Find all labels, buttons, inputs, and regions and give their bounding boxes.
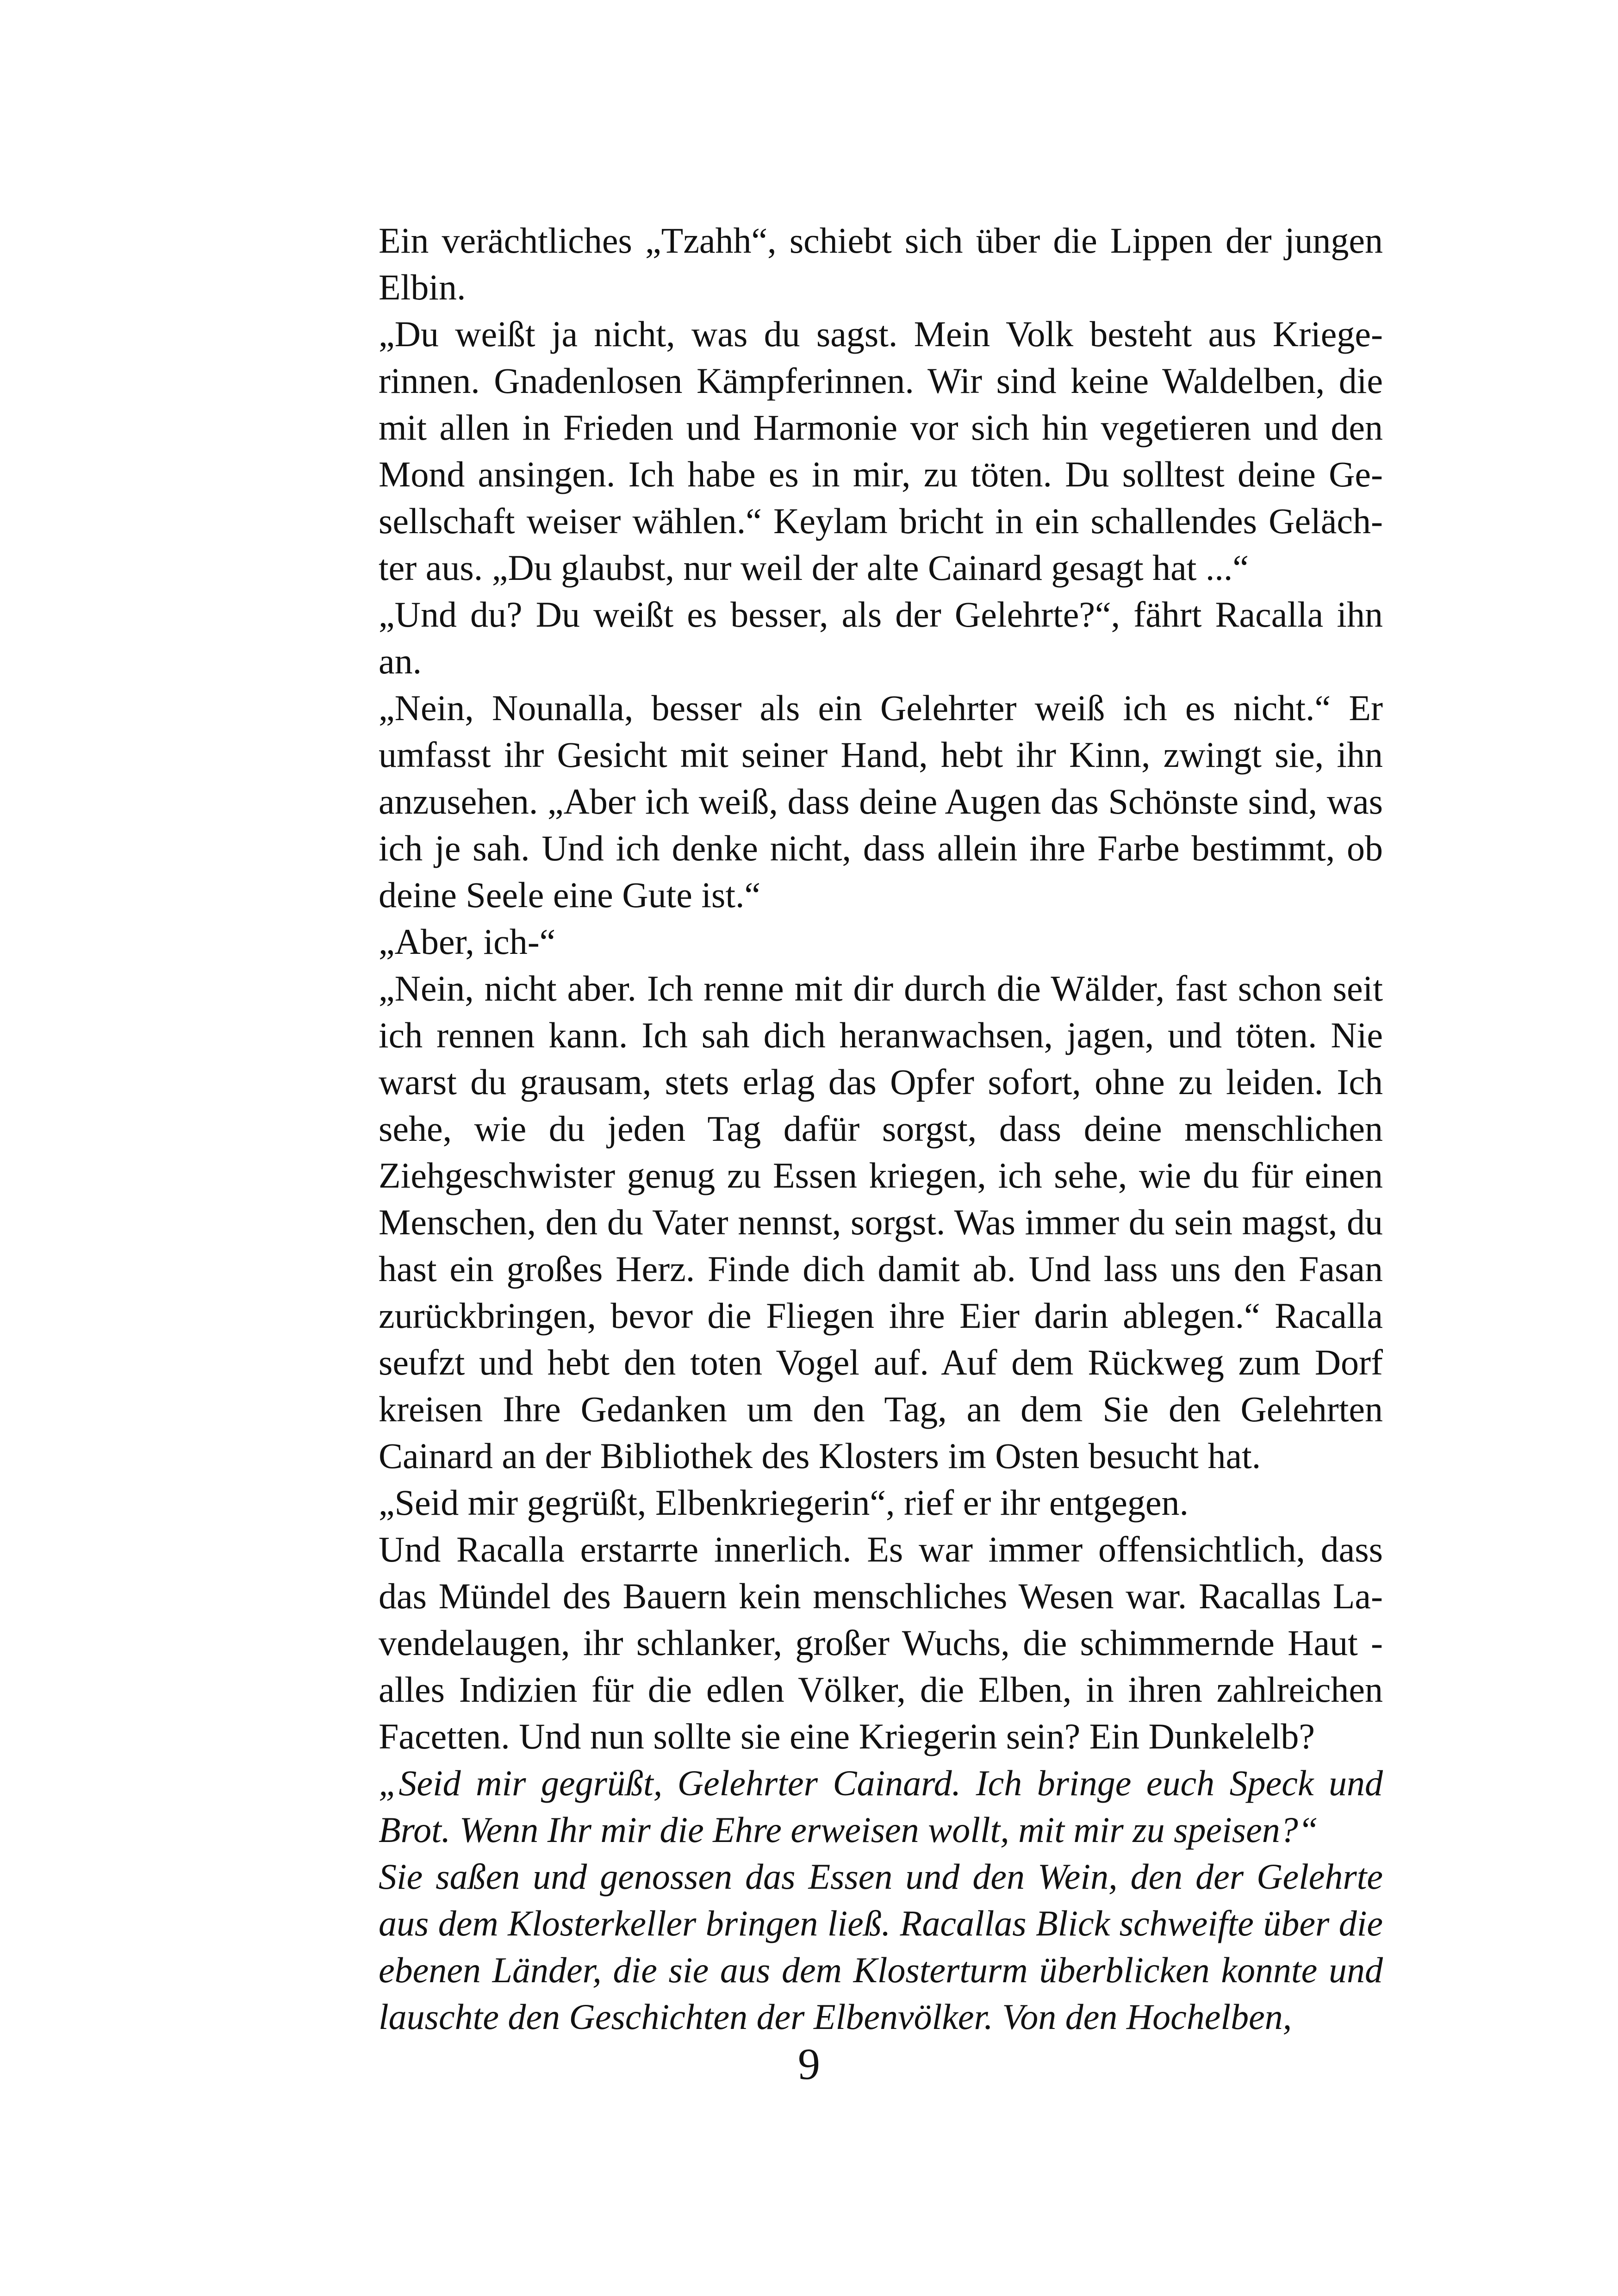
paragraph-1: Ein verächtliches „Tzahh“, schiebt sich über die Lippen der jungen Elbin. xyxy=(379,220,1383,307)
paragraph-7: „Seid mir gegrüßt, Elbenkriegerin“, rief er ihr entgegen. xyxy=(379,1482,1189,1523)
paragraph-9-italic: „Seid mir gegrüßt, Gelehrter Cainard. Ich bringe euch Speck und Brot. Wenn Ihr mir die Ehre erweisen wollt, mit mir zu speisen?“ xyxy=(379,1763,1383,1850)
paragraph-4: „Nein, Nounalla, besser als ein Gelehrter weiß ich es nicht.“ Er umfasst ihr Gesicht mit seiner Hand, hebt ihr Kinn, zwingt sie, ihn anzusehen. „Aber ich weiß, dass deine Augen das Schönste sind, was ich je sah. Und ich denke nicht, dass allein ihre Farbe bestimmt, ob deine Seele eine Gute ist.“ xyxy=(379,688,1383,915)
page-number: 9 xyxy=(798,2039,820,2089)
paragraph-5: „Aber, ich-“ xyxy=(379,921,556,962)
paragraph-3: „Und du? Du weißt es besser, als der Gelehrte?“, fährt Racalla ihn an. xyxy=(379,594,1383,681)
paragraph-6: „Nein, nicht aber. Ich renne mit dir durch die Wälder, fast schon seit ich rennen kann. Ich sah dich heranwachsen, jagen, und töten. Nie warst du grausam, stets erlag das Opfer sofort, ohne zu leiden. Ich sehe, wie du jeden Tag dafür sorgst, dass deine menschlichen Ziehgeschwister genug zu Essen kriegen, ich sehe, wie du für einen Menschen, den du Vater nennst, sorgst. Was immer du sein magst, du hast ein großes Herz. Finde dich damit ab. Und lass uns den Fasan zurückbringen, bevor die Fliegen ihre Eier darin ablegen.“ Racalla seufzt und hebt den toten Vogel auf. Auf dem Rückweg zum Dorf kreisen Ihre Gedanken um den Tag, an dem Sie den Gelehrten Cainard an der Bibliothek des Klosters im Osten besucht hat. xyxy=(379,968,1383,1476)
body-text xyxy=(379,217,1383,2040)
paragraph-2: „Du weißt ja nicht, was du sagst. Mein Volk besteht aus Kriegerinnen. Gnadenlosen Kämpferinnen. Wir sind keine Waldelben, die mit allen in Frieden und Harmonie vor sich hin vegetieren und den Mond ansingen. Ich habe es in mir, zu töten. Du solltest deine Gesellschaft weiser wählen.“ Keylam bricht in ein schallendes Gelächter aus. „Du glaubst, nur weil der alte Cainard gesagt hat ...“ xyxy=(379,314,1383,588)
paragraph-10-italic: Sie saßen und genossen das Essen und den Wein, den der Gelehrte aus dem Klosterkeller bringen ließ. Racallas Blick schweifte über die ebenen Länder, die sie aus dem Klosterturm überblicken konnte und lauschte den Geschichten der Elbenvölker. Von den Hochelben, xyxy=(379,1856,1383,2037)
paragraph-8: Und Racalla erstarrte innerlich. Es war immer offensichtlich, dass das Mündel des Bauern kein menschliches Wesen war. Racallas Lavendelaugen, ihr schlanker, großer Wuchs, die schimmernde Haut - alles Indizien für die edlen Völker, die Elben, in ihren zahlreichen Facetten. Und nun sollte sie eine Kriegerin sein? Ein Dunkelelb? xyxy=(379,1529,1383,1756)
